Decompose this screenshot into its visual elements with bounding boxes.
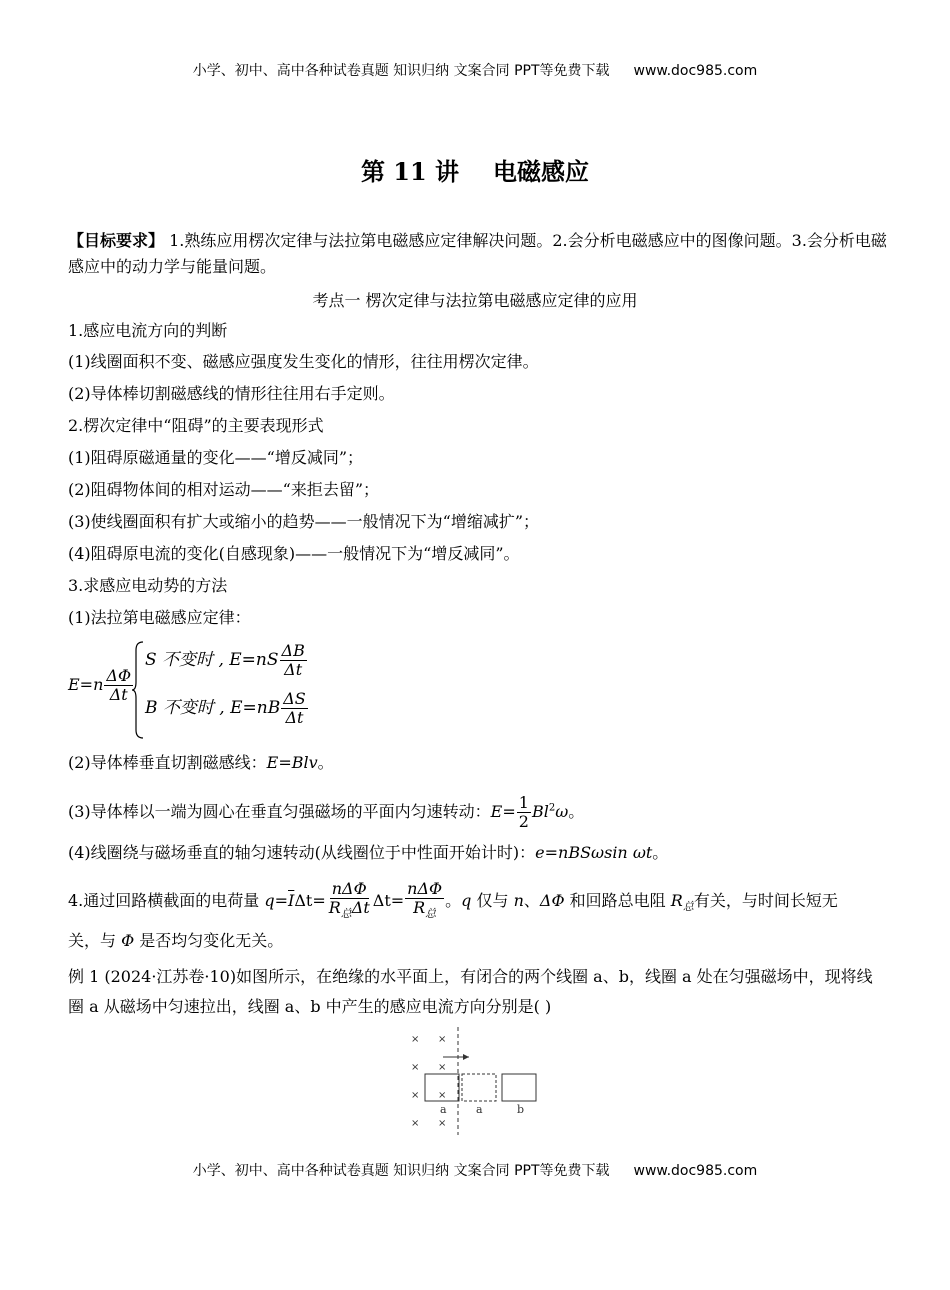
- charge-f2-num: nΔΦ: [407, 879, 443, 898]
- case1-label: S 不变时 , E=nS: [145, 650, 279, 670]
- method-4: [68, 842, 668, 864]
- field-mark: ×: [438, 1090, 447, 1101]
- case1-den: Δt: [284, 660, 303, 679]
- coil-a-moved: [462, 1074, 496, 1101]
- charge-dt2: Δt=: [372, 891, 405, 910]
- charge-dt1: Δt=: [294, 891, 326, 910]
- line-2: (1)线圈面积不变、磁感应强度发生变化的情形，往往用楞次定律。: [68, 352, 539, 371]
- case2-fraction: [281, 690, 308, 727]
- header-text: 小学、初中、高中各种试卷真题 知识归纳 文案合同 PPT等免费下载: [192, 63, 610, 79]
- method3-fraction: [517, 794, 531, 831]
- method3-text: (3)导体棒以一端为圆心在垂直匀强磁场的平面内匀速转动：: [68, 802, 491, 821]
- method3-sup: 2: [548, 802, 556, 814]
- charge-q: q=: [264, 891, 289, 910]
- charge-ibar: $\overline{I}$: [288, 891, 295, 910]
- charge-l2a: 关，与: [68, 931, 122, 950]
- header-url[interactable]: www.doc985.com: [633, 63, 758, 79]
- page-header: [0, 60, 950, 80]
- goal-label: 【目标要求】: [68, 231, 165, 250]
- charge-f2-sub: 总: [425, 907, 437, 920]
- charge-f1-num: nΔΦ: [331, 879, 367, 898]
- charge-s-i: 总: [682, 900, 694, 913]
- charge-f1-tail: Δt: [351, 898, 370, 917]
- section-title: 考点一 楞次定律与法拉第电磁感应定律的应用: [312, 291, 638, 310]
- faraday-lhs: E=n: [68, 675, 104, 694]
- charge-s-d: n: [513, 891, 524, 910]
- charge-s-b: q: [461, 891, 472, 910]
- faraday-num: ΔΦ: [106, 666, 132, 685]
- charge-fraction-1: [327, 880, 372, 923]
- charge-f1-sub: 总: [340, 907, 352, 920]
- method4-text: (4)线圈绕与磁场垂直的轴匀速转动(从线圈位于中性面开始计时)：: [68, 843, 536, 862]
- method3-num: 1: [518, 793, 529, 812]
- faraday-formula: [68, 667, 134, 704]
- footer-text: 小学、初中、高中各种试卷真题 知识归纳 文案合同 PPT等免费下载: [192, 1163, 610, 1179]
- charge-f1-r: R: [328, 898, 341, 917]
- method3-rhs-b: ω: [555, 802, 569, 821]
- method4-end: 。: [652, 843, 669, 862]
- page-footer: [0, 1160, 950, 1180]
- charge-line-2: [68, 930, 283, 952]
- line-4: 2.楞次定律中“阻碍”的主要表现形式: [68, 416, 324, 435]
- charge-s-c: 仅与: [471, 891, 514, 910]
- charge-f2-r: R: [413, 898, 426, 917]
- charge-s-j: 有关，与时间长短无: [693, 891, 838, 910]
- method4-formula: e=nBSωsin ωt: [535, 843, 653, 862]
- line-7: (3)使线圈面积有扩大或缩小的趋势——一般情况下为“增缩减扩”；: [68, 512, 540, 531]
- label-a-moved: a: [476, 1103, 483, 1116]
- charge-s-h: R: [670, 891, 683, 910]
- line-6: (2)阻碍物体间的相对运动——“来拒去留”；: [68, 480, 380, 499]
- coil-figure: [405, 1025, 550, 1135]
- field-mark: ×: [438, 1062, 447, 1073]
- method2-text: (2)导体棒垂直切割磁感线：: [68, 753, 267, 772]
- charge-l2b: Φ: [121, 931, 135, 950]
- cases-brace: [131, 640, 145, 740]
- faraday-den: Δt: [109, 685, 128, 704]
- charge-l2c: 是否均匀变化无关。: [134, 931, 284, 950]
- charge-s-e: 、: [523, 891, 540, 910]
- method3-lhs: E=: [490, 802, 516, 821]
- line-3: (2)导体棒切割磁感线的情形往往用右手定则。: [68, 384, 395, 403]
- goal-paragraph: [68, 228, 888, 280]
- field-mark: ×: [411, 1118, 420, 1129]
- field-mark: ×: [411, 1090, 420, 1101]
- line-1: 1.感应电流方向的判断: [68, 321, 228, 340]
- goal-text: 1.熟练应用楞次定律与法拉第电磁感应定律解决问题。2.会分析电磁感应中的图像问题。3.会分析电磁感应中的动力学与能量问题。: [68, 231, 887, 276]
- charge-fraction-2: [405, 880, 444, 923]
- line-5: (1)阻碍原磁通量的变化——“增反减同”；: [68, 448, 364, 467]
- case2-label: B 不变时 , E=nB: [145, 698, 281, 718]
- method2-formula: E=Blv: [266, 753, 318, 772]
- line-10: (1)法拉第电磁感应定律：: [68, 608, 251, 627]
- field-mark: ×: [438, 1118, 447, 1129]
- example-1: 例 1 (2024·江苏卷·10)如图所示，在绝缘的水平面上，有闭合的两个线圈 a、b，线圈 a 处在匀强磁场中，现将线圈 a 从磁场中匀速拉出，线圈 a、b 中产生的感应电流方向分别是( ): [68, 967, 873, 1016]
- charge-prefix: 4.通过回路横截面的电荷量: [68, 891, 265, 910]
- field-mark: ×: [411, 1062, 420, 1073]
- case-b-constant: [145, 690, 309, 727]
- case-s-constant: [145, 642, 308, 679]
- title-topic: 电磁感应: [493, 157, 590, 186]
- case1-num: ΔB: [281, 641, 305, 660]
- method-3: [68, 794, 584, 831]
- charge-line: [68, 880, 838, 923]
- arrow-head-icon: [463, 1054, 469, 1060]
- case1-fraction: [280, 642, 307, 679]
- page-title: [0, 152, 950, 187]
- charge-s-f: ΔΦ: [539, 891, 565, 910]
- line-8: (4)阻碍原电流的变化(自感现象)——一般情况下为“增反减同”。: [68, 544, 520, 563]
- charge-f2-den: [411, 899, 438, 923]
- method2-end: 。: [317, 753, 334, 772]
- field-mark: ×: [411, 1034, 420, 1045]
- title-lecture: 第 11 讲: [360, 157, 460, 186]
- case2-den: Δt: [285, 708, 304, 727]
- charge-s-g: 和回路总电阻: [564, 891, 671, 910]
- case2-num: ΔS: [283, 689, 306, 708]
- faraday-fraction: [104, 667, 133, 704]
- method3-end: 。: [568, 802, 585, 821]
- label-b: b: [517, 1103, 525, 1116]
- charge-f1-den: [327, 899, 372, 923]
- method-2: [68, 752, 334, 774]
- charge-s-a: 。: [445, 891, 462, 910]
- line-9: 3.求感应电动势的方法: [68, 576, 228, 595]
- method3-den: 2: [518, 812, 529, 831]
- label-a: a: [440, 1103, 447, 1116]
- footer-url[interactable]: www.doc985.com: [633, 1163, 758, 1179]
- field-mark: ×: [438, 1034, 447, 1045]
- method3-rhs-a: Bl: [531, 802, 549, 821]
- coil-b: [502, 1074, 536, 1101]
